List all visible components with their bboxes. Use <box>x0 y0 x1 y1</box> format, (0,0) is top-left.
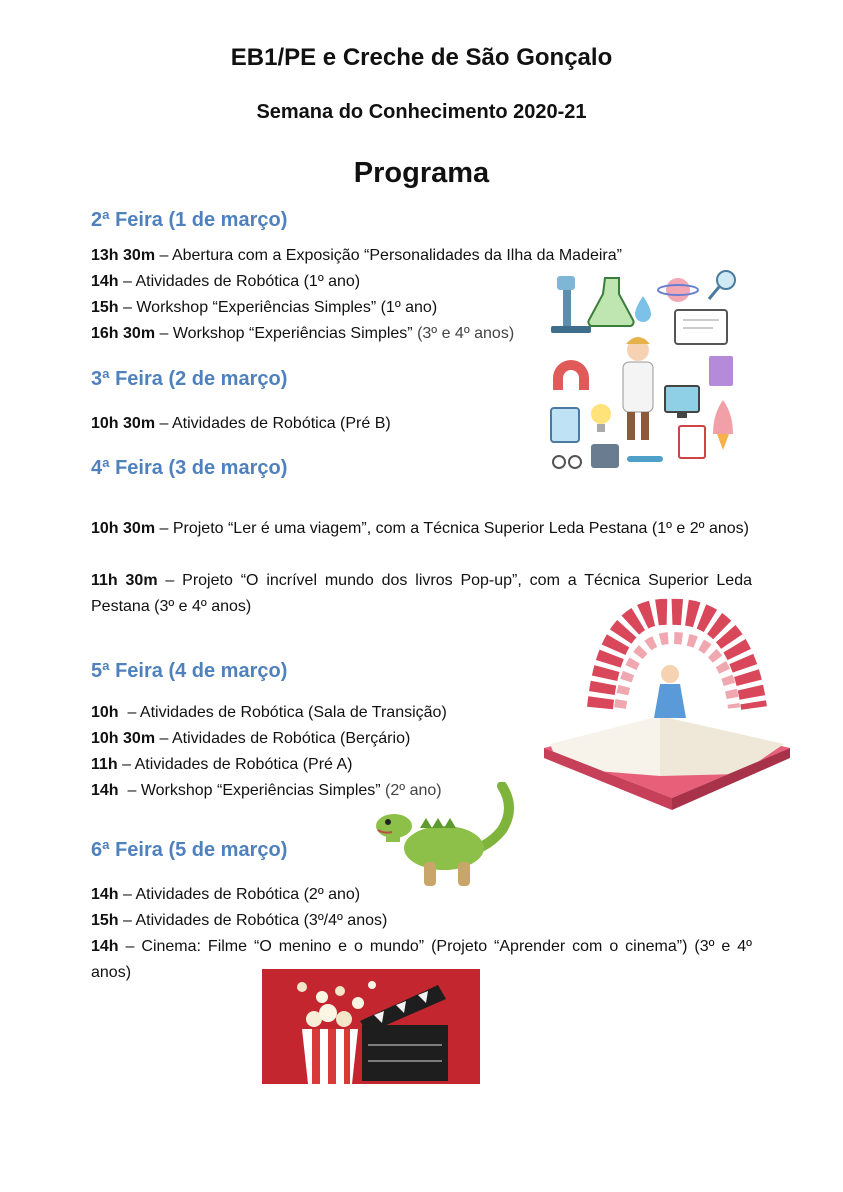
event-time: 11h 30m <box>91 572 158 589</box>
schedule-item <box>91 908 387 934</box>
schedule-item <box>91 516 752 542</box>
program-heading: Programa <box>353 157 490 189</box>
cinema-illustration <box>262 969 480 1084</box>
schedule-item <box>91 700 447 726</box>
event-time: 13h 30m <box>91 247 156 264</box>
beaker-icon <box>551 408 579 442</box>
computer-icon <box>665 386 699 418</box>
event-text: – Atividades de Robótica (1º ano) <box>118 273 361 290</box>
event-time: 15h <box>91 299 119 316</box>
event-time: 16h 30m <box>91 325 156 342</box>
day-heading-thursday: 5ª Feira (4 de março) <box>91 660 288 682</box>
schedule-item <box>91 411 391 437</box>
lightbulb-icon <box>591 404 611 432</box>
glasses-icon <box>553 456 581 468</box>
event-note: (3º e 4º anos) <box>412 325 515 342</box>
event-text: – Atividades de Robótica (Pré B) <box>155 415 391 432</box>
event-subtitle: Semana do Conhecimento 2020-21 <box>256 101 587 123</box>
event-text: – Atividades de Robótica (Sala de Transição) <box>118 704 447 721</box>
event-text: – Workshop “Experiências Simples” <box>155 325 413 342</box>
rocket-icon <box>713 400 733 450</box>
popcorn-box-icon <box>302 1029 358 1084</box>
event-time: 14h <box>91 273 119 290</box>
event-time: 10h 30m <box>91 730 156 747</box>
event-note: (2º ano) <box>380 782 442 799</box>
magnifier-icon <box>709 271 735 299</box>
event-time: 10h 30m <box>91 415 156 432</box>
planet-icon <box>658 278 698 302</box>
science-illustration <box>543 268 748 474</box>
event-text: – Atividades de Robótica (Berçário) <box>155 730 411 747</box>
schedule-item <box>91 752 352 778</box>
schedule-item <box>91 243 622 269</box>
calculator-icon <box>591 444 619 468</box>
board-icon <box>675 310 727 344</box>
schedule-item <box>91 269 360 295</box>
event-time: 14h <box>91 938 119 955</box>
schedule-item <box>91 321 514 347</box>
event-time: 15h <box>91 912 119 929</box>
flask-icon <box>588 278 633 326</box>
popup-book-illustration <box>540 598 802 812</box>
character-figure <box>654 665 686 718</box>
event-time: 11h <box>91 756 118 773</box>
book-icon <box>544 716 790 810</box>
event-time: 14h <box>91 782 119 799</box>
drop-icon <box>635 296 651 322</box>
event-time: 10h 30m <box>91 520 156 537</box>
event-text: – Workshop “Experiências Simples” (1º ano) <box>118 299 438 316</box>
dinosaur-icon <box>376 786 509 886</box>
pen-icon <box>627 456 663 462</box>
event-text: – Atividades de Robótica (3º/4º anos) <box>118 912 388 929</box>
event-text: – Workshop “Experiências Simples” <box>118 782 381 799</box>
schedule-item <box>91 726 410 752</box>
scientist-icon <box>623 337 653 440</box>
day-heading-tuesday: 3ª Feira (2 de março) <box>91 368 288 390</box>
day-heading-monday: 2ª Feira (1 de março) <box>91 209 288 231</box>
event-time: 10h <box>91 704 119 721</box>
event-text: – Atividades de Robótica (Pré A) <box>117 756 353 773</box>
event-time: 14h <box>91 886 119 903</box>
day-heading-wednesday: 4ª Feira (3 de março) <box>91 457 288 479</box>
event-text: – Abertura com a Exposição “Personalidades da Ilha da Madeira” <box>155 247 622 264</box>
clipboard-icon <box>679 426 705 458</box>
event-text: – Projeto “O incrível mundo dos livros Pop-up”, com a Técnica Superior Leda Pestana (3º e 4º anos) <box>91 572 753 615</box>
event-text: – Atividades de Robótica (2º ano) <box>118 886 361 903</box>
microscope-icon <box>551 276 591 333</box>
schedule-item <box>91 295 437 321</box>
school-title: EB1/PE e Creche de São Gonçalo <box>230 44 613 71</box>
book-icon <box>709 356 733 386</box>
magnet-icon <box>553 360 589 390</box>
event-text: – Projeto “Ler é uma viagem”, com a Técnica Superior Leda Pestana (1º e 2º anos) <box>155 520 749 537</box>
event-text: – Cinema: Filme “O menino e o mundo” (Projeto “Aprender com o cinema”) (3º e 4º anos) <box>91 938 752 981</box>
day-heading-friday: 6ª Feira (5 de março) <box>91 839 288 861</box>
schedule-item <box>91 882 360 908</box>
dinosaur-illustration <box>372 782 528 890</box>
